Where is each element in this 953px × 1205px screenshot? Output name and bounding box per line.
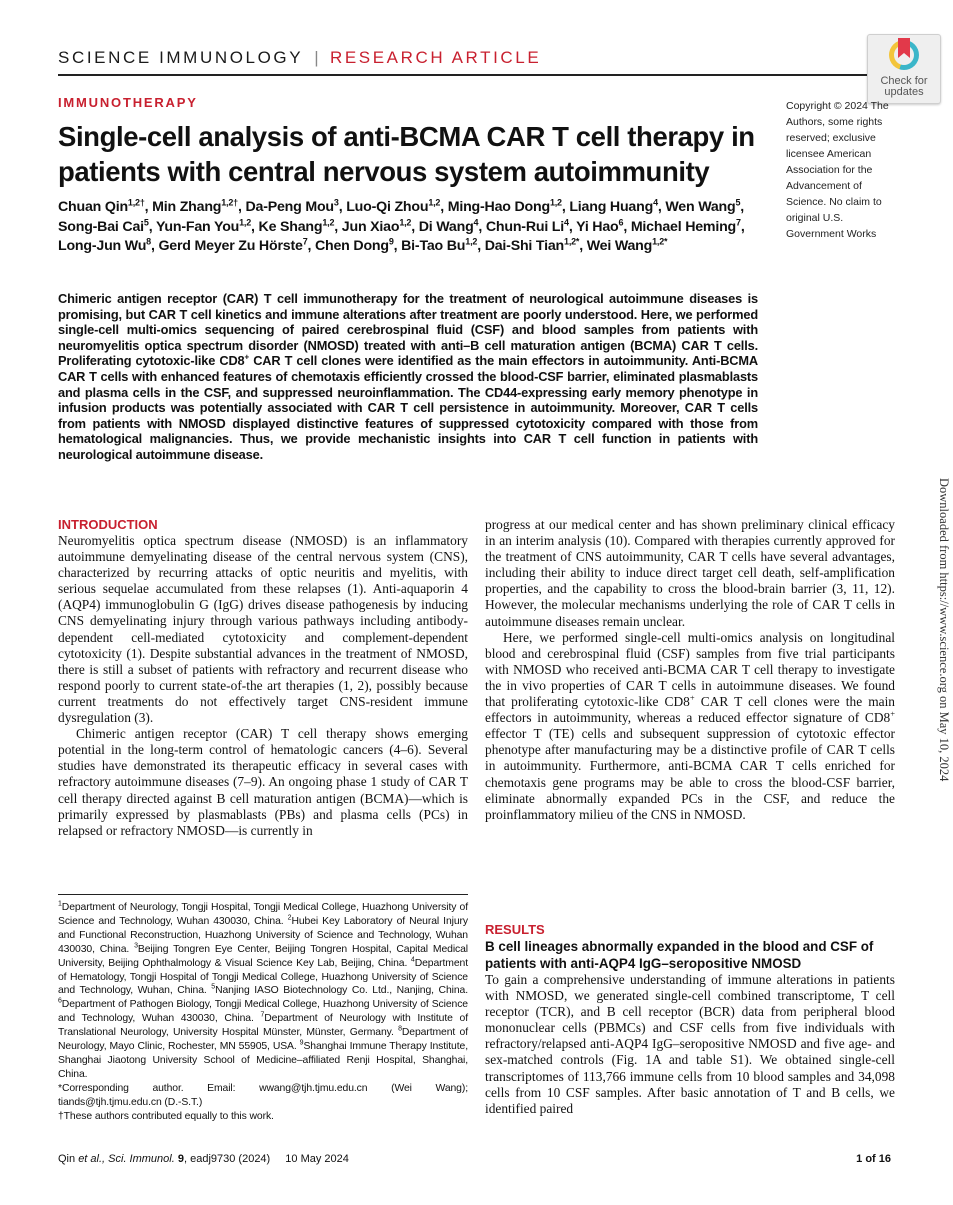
author-affiliation: 1,2†	[127, 197, 145, 208]
affiliation-number: 1	[58, 900, 62, 908]
intro-p3-text-a: Here, we performed single-cell multi-omics analysis on longitudinal blood and cerebrospinal fluid (CSF) samples from five trial participants with NMOSD who received anti-BCMA CAR T cell therapy to investigate the in vivo properties of CAR T cells in autoimmune diseases. We found that proliferating cytotoxic-like CD8	[485, 629, 895, 710]
affiliation-text: Department of Neurology, Tongji Hospital, Tongji Medical College, Huazhong University of Science and Technology, Wuhan 430030, China.	[58, 902, 468, 927]
intro-paragraph-2: Chimeric antigen receptor (CAR) T cell therapy shows emerging potential in the long-term control of hematologic cancers (4–6). Several studies have demonstrated its therapeutic efficacy in several cases with refractory autoimmune diseases (7–9). An ongoing phase 1 study of CAR T cell therapy directed against B cell maturation antigen (BCMA)—which is primarily expressed by plasmablasts (PBs) and plasma cells (PCs) in relapsed or refractory NMOSD—is currently in	[58, 726, 468, 838]
corresponding-author: *Corresponding author. Email: wwang@tjh.tjmu.edu.cn (Wei Wang); tiands@tjh.tjmu.edu.cn (D.-S.T.)	[58, 1082, 468, 1108]
affiliation-number: 5	[211, 983, 216, 991]
author-affiliation: 1,2*	[564, 236, 580, 247]
intro-paragraph-3	[485, 630, 895, 823]
author-name[interactable]: Luo-Qi Zhou$^{1,2}$	[346, 197, 441, 215]
intro-paragraph-1: Neuromyelitis optica spectrum disease (NMOSD) is an inflammatory autoimmune demyelinating disease of the central nervous system (CNS), characterized by recurring attacks of optic neuritis and myelitis, with serious sequelae accumulated from these relapses (1). Anti-aquaporin 4 (AQP4) immunoglobulin G (IgG) drives disease pathogenesis by inducing CNS demyelinating injury through various pathways including antibody-dependent cell-mediated cytotoxicity and complement-dependent cytotoxicity (1). Despite substantial advances in the treatment of NMOSD, there is still a subset of patients with refractory and recurrent disease who respond poorly to current state-of-the art therapies (1, 2), possibly because current treatments do not effectively target CNS-resident immune dysregulation (3).	[58, 533, 468, 726]
intro-paragraph-2-continued: progress at our medical center and has shown preliminary clinical efficacy in an interim analysis (10). Compared with therapies currently approved for the treatment of CNS autoimmunity, CAR T cells have several advantages, including their ability to induce direct target cell death, self-amplification properties, and the capability to cross the blood-brain barrier (3, 11, 12). However, the molecular mechanisms underlying the role of CAR T cells in autoimmune diseases remain unclear.	[485, 517, 895, 629]
publication-date: 10 May 2024	[285, 1153, 349, 1165]
author-name[interactable]: Long-Jun Wu$^8$	[58, 236, 151, 254]
copyright-notice: Copyright © 2024 The Authors, some rights reserved; exclusive licensee American Association for the Advancement of Science. No claim to original U.S. Government Works	[786, 100, 889, 240]
author-name[interactable]: Yi Hao$^6$	[576, 216, 624, 235]
affiliation-text: Nanjing IASO Biotechnology Co. Ltd., Nanjing, China.	[215, 985, 468, 997]
author-affiliation: 1,2	[239, 216, 252, 227]
author-name[interactable]: Min Zhang$^{1,2\dagger}$	[152, 197, 238, 215]
affiliation-text: Shanghai Immune Therapy Institute, Shanghai Jiaotong University School of Medicine–affiliated Renji Hospital, Shanghai, China.	[58, 1041, 468, 1080]
author-name[interactable]: Chen Dong$^9$	[314, 236, 394, 254]
author-name[interactable]: Gerd Meyer Zu Hörste$^7$	[158, 236, 308, 254]
cite-author: Qin	[58, 1153, 79, 1165]
author-name[interactable]: Jun Xiao$^{1,2}$	[341, 216, 412, 235]
left-column	[58, 517, 468, 839]
author-name[interactable]: Chuan Qin$^{1,2\dagger}$	[58, 197, 145, 215]
badge-line-2: updates	[884, 86, 924, 98]
author-name[interactable]: Yun-Fan You$^{1,2}$	[155, 216, 252, 235]
author-name[interactable]: Liang Huang$^4$	[569, 197, 658, 215]
superscript: +	[244, 353, 250, 363]
author-affiliation: 3	[333, 197, 339, 208]
author-affiliation: 1,2	[549, 197, 562, 208]
author-affiliation: 6	[618, 216, 624, 227]
footnotes	[58, 901, 468, 1124]
intro-p3-text-b: CAR T cell clones were the main effectors in autoimmunity, whereas a reduced effector signature of CD8	[485, 694, 895, 726]
affiliation-number: 4	[410, 956, 415, 964]
author-affiliation: 5	[143, 216, 149, 227]
affiliation-text: Department of Neurology, Mayo Clinic, Rochester, MN 55905, USA.	[58, 1027, 468, 1053]
author-affiliation: 7	[736, 216, 741, 227]
results-paragraph-1: To gain a comprehensive understanding of immune alterations in patients with NMOSD, we generated single-cell combined transcriptome, T cell receptor (TCR), and B cell receptor (BCR) data from peripheral blood mononuclear cells (PBMCs) and CSF cells from five individuals with refractory/relapsed anti-AQP4 IgG–seropositive NMOSD and five age- and sex-matched controls (Fig. 1A and table S1). We obtained single-cell transcriptomes of 113,766 immune cells from 10 blood samples and 34,098 cells from 10 CSF samples. After basic annotation of T and B cells, we identified paired	[485, 972, 895, 1116]
author-list: Chuan Qin$^{1,2\dagger}$, Min Zhang$^{1,2\dagger}$, Da-Peng Mou$^3$, Luo-Qi Zhou$^{1,2}$, Ming-Hao Dong$^{1,2}$, Liang Huang$^4$, Wen Wang$^5$, Song-Bai Cai$^5$, Yun-Fan You$^{1,2}$, Ke Shang$^{1,2}$, Jun Xiao$^{1,2}$, Di Wang$^4$, Chun-Rui Li$^4$, Yi Hao$^6$, Michael Heming$^7$, Long-Jun Wu$^8$, Gerd Meyer Zu Hörste$^7$, Chen Dong$^9$, Bi-Tao Bu$^{1,2}$, Dai-Shi Tian$^{1,2*}$, Wei Wang$^{1,2*}$	[58, 197, 745, 254]
author-name[interactable]: Ming-Hao Dong$^{1,2}$	[447, 197, 562, 215]
cite-id: , eadj9730 (2024)	[183, 1153, 271, 1165]
affiliation-text: Hubei Key Laboratory of Neural Injury and Functional Reconstruction, Huazhong University of Science and Technology, Wuhan 430030, China.	[58, 915, 468, 955]
abstract	[58, 291, 758, 463]
check-for-updates-button[interactable]	[867, 34, 941, 104]
author-name[interactable]: Wei Wang$^{1,2*}$	[586, 236, 668, 254]
author-affiliation: 9	[388, 236, 394, 247]
footnote-rule	[58, 894, 468, 895]
cite-journal: , Sci. Immunol.	[102, 1153, 175, 1165]
results-subheading: B cell lineages abnormally expanded in the blood and CSF of patients with anti-AQP4 IgG–seropositive NMOSD	[485, 939, 874, 971]
header-rule	[58, 74, 870, 76]
author-affiliation: 7	[302, 236, 308, 247]
page-number: 1 of 16	[856, 1153, 891, 1165]
cite-volume: 9	[174, 1153, 184, 1165]
author-affiliation: 1,2	[428, 197, 441, 208]
author-affiliation: 1,2*	[652, 236, 668, 247]
affiliation-number: 7	[260, 1011, 265, 1019]
abstract-text-1: Chimeric antigen receptor (CAR) T cell immunotherapy for the treatment of neurological autoimmune diseases is promising, but CAR T cell kinetics and immune alterations after treatment are poorly understood. Here, we performed single-cell multi-omics sequencing of paired cerebrospinal fluid (CSF) and blood samples from patients with neuromyelitis optica spectrum disorder (NMOSD) treated with anti–B cell maturation antigen (BCMA) CAR T cells. Proliferating cytotoxic-like CD8	[58, 291, 758, 369]
affiliation-number: 8	[398, 1025, 402, 1033]
author-name[interactable]: Song-Bai Cai$^5$	[58, 216, 149, 235]
right-column	[485, 517, 895, 823]
article-title: Single-cell analysis of anti-BCMA CAR T cell therapy in patients with central nervous system autoimmunity	[58, 121, 755, 187]
article-type: RESEARCH ARTICLE	[329, 48, 542, 67]
abstract-text-2: CAR T cell clones were identified as the main effectors in autoimmunity. Anti-BCMA CAR T cells with enhanced features of chemotaxis efficiently crossed the blood-CSF barrier, eliminated plasmablasts and plasma cells in the CSF, and suppressed neuroinflammation. The CD44-expressing early memory phenotype in infusion products was potentially associated with CAR T cell persistence in autoimmunity. Moreover, CAR T cells from patients with NMOSD displayed distinctive features of suppressed cytotoxicity compared with those from hematological malignancies. Thus, we provide mechanistic insights into CAR T cell function in patients with neurological autoimmune disease.	[58, 353, 758, 462]
header-separator: |	[314, 48, 319, 67]
equal-contribution-note: †These authors contributed equally to this work.	[58, 1110, 274, 1122]
author-name[interactable]: Wen Wang$^5$	[665, 197, 741, 215]
subject-kicker: IMMUNOTHERAPY	[58, 95, 198, 110]
author-affiliation: 1,2	[465, 236, 478, 247]
author-affiliation: 8	[146, 236, 151, 247]
author-affiliation: 4	[564, 216, 569, 227]
intro-p3-text-c: effector T (TE) cells and subsequent suppression of cytotoxic effector phenotype after manufacturing may be a distinctive profile of CAR T cells in autoimmunity. Furthermore, anti-BCMA CAR T cells enriched for chemotaxis gene programs may be able to cross the blood-CSF barrier, eliminate abnormally expanded PCs in the CSF, and reduce the proinflammatory milieu of the CNS in NMOSD.	[485, 726, 895, 822]
download-watermark: Downloaded from https://www.science.org on May 10, 2024	[937, 478, 951, 782]
author-affiliation: 4	[473, 216, 479, 227]
author-affiliation: 1,2	[399, 216, 412, 227]
superscript: +	[890, 708, 895, 719]
author-affiliation: 1,2†	[221, 197, 238, 208]
author-name[interactable]: Bi-Tao Bu$^{1,2}$	[401, 236, 478, 254]
affiliations	[58, 901, 468, 1082]
check-for-updates-label	[868, 76, 940, 98]
introduction-heading: INTRODUCTION	[58, 517, 158, 532]
affiliation-number: 6	[58, 997, 62, 1005]
affiliation-text: Department of Pathogen Biology, Tongji Medical College, Huazhong University of Science and Technology, Wuhan 430030, China.	[58, 999, 468, 1025]
author-affiliation: 1,2	[322, 216, 335, 227]
author-name[interactable]: Di Wang$^4$	[418, 216, 479, 235]
journal-name: SCIENCE IMMUNOLOGY	[58, 48, 303, 67]
running-header	[58, 48, 541, 68]
author-affiliation: 5	[735, 197, 741, 208]
author-name[interactable]: Dai-Shi Tian$^{1,2*}$	[484, 236, 580, 254]
author-name[interactable]: Ke Shang$^{1,2}$	[258, 216, 335, 235]
citation-footer	[58, 1153, 349, 1165]
author-name[interactable]: Michael Heming$^7$	[630, 216, 741, 235]
author-name[interactable]: Chun-Rui Li$^4$	[485, 216, 569, 235]
affiliation-text: Department of Neurology with Institute of Translational Neurology, University Hospital Münster, Münster, Germany.	[58, 1013, 468, 1039]
affiliation-text: Beijing Tongren Eye Center, Beijing Tongren Hospital, Capital Medical University, Beijing Ophthalmology & Visual Science Key Lab, Beijing, China.	[58, 943, 469, 969]
affiliation-number: 9	[299, 1039, 304, 1047]
affiliation-number: 3	[134, 942, 138, 950]
author-name[interactable]: Da-Peng Mou$^3$	[245, 197, 339, 215]
affiliation-number: 2	[287, 914, 292, 922]
badge-line-1: Check for	[880, 75, 928, 87]
superscript: +	[689, 692, 695, 703]
cite-etal: et al.	[78, 1153, 103, 1165]
affiliation-text: Department of Hematology, Tongji Hospital of Tongji Medical College, Huazhong University of Science and Technology, Wuhan, China.	[58, 957, 468, 997]
results-section	[485, 922, 895, 1117]
author-affiliation: 4	[653, 197, 658, 208]
results-heading: RESULTS	[485, 922, 545, 937]
